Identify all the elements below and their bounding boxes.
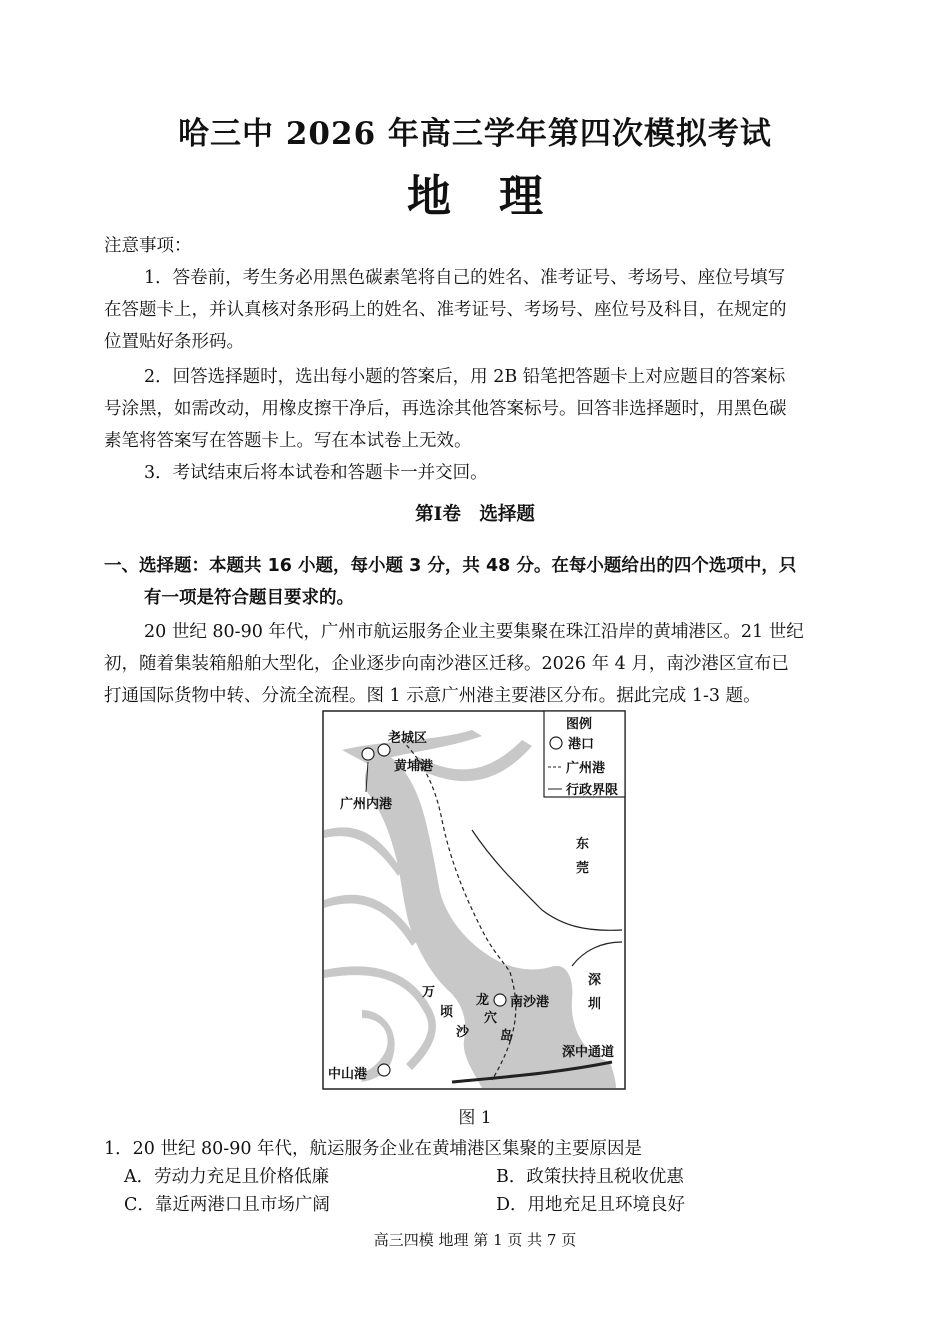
legend-port: 港口 <box>568 737 595 752</box>
notice-item-1-line-2: 在答题卡上，并认真核对条形码上的姓名、准考证号、考场号、座位号及科目，在规定的 <box>104 300 787 320</box>
label-longxue-1: 龙 <box>476 993 490 1008</box>
question-1-stem: 1．20 世纪 80-90 年代，航运服务企业在黄埔港区集聚的主要原因是 <box>104 1139 643 1159</box>
anchor-icon <box>494 994 506 1006</box>
notice-item-1-line-1: 1．答卷前，考生务必用黑色碳素笔将自己的姓名、准考证号、考场号、座位号填写 <box>144 268 786 288</box>
notice-heading: 注意事项： <box>104 236 192 256</box>
label-wanqingsha-2: 顷 <box>440 1005 454 1020</box>
label-guangzhou-inner-port: 广州内港 <box>340 797 393 812</box>
part-instruction-line-1: 一、选择题：本题共 16 小题，每小题 3 分，共 48 分。在每小题给出的四个选项中，只 <box>104 556 797 576</box>
page-footer: 高三四模 地理 第 1 页 共 7 页 <box>373 1231 577 1249</box>
label-shenzhen-zhongshan-link: 深中通道 <box>562 1045 615 1060</box>
passage-line-2: 初，随着集装箱船舶大型化，企业逐步向南沙港区迁移。2026 年 4 月，南沙港区宣布已 <box>104 654 789 674</box>
figure-caption: 图 1 <box>458 1108 492 1128</box>
question-1-option-d: D．用地充足且环境良好 <box>496 1195 686 1215</box>
passage-line-1: 20 世纪 80-90 年代，广州市航运服务企业主要集聚在珠江沿岸的黄埔港区。21 世纪 <box>144 622 804 642</box>
label-wanqingsha-3: 沙 <box>456 1025 470 1040</box>
section-title: 第Ⅰ卷 选择题 <box>415 504 535 525</box>
notice-item-3: 3．考试结束后将本试卷和答题卡一并交回。 <box>144 463 488 483</box>
question-1-option-c: C．靠近两港口且市场广阔 <box>124 1195 330 1215</box>
subject-title: 地理 <box>407 171 591 222</box>
label-nansha-port: 南沙港 <box>510 995 550 1010</box>
notice-item-2-line-3: 素笔将答案写在答题卡上。写在本试卷上无效。 <box>104 431 472 451</box>
notice-item-2-line-1: 2．回答选择题时，选出每小题的答案后，用 2B 铅笔把答题卡上对应题目的答案标 <box>144 367 786 387</box>
anchor-icon <box>378 1064 390 1076</box>
legend-title: 图例 <box>566 717 593 732</box>
guangzhou-port-map <box>322 710 626 1090</box>
label-wanqingsha-1: 万 <box>422 985 436 1000</box>
label-zhongshan-port: 中山港 <box>328 1067 368 1082</box>
notice-item-1-line-3: 位置贴好条形码。 <box>104 332 244 352</box>
label-huangpu-port: 黄埔港 <box>394 759 434 774</box>
label-old-city: 老城区 <box>388 731 428 746</box>
label-dongguan-2: 莞 <box>576 861 590 876</box>
label-shenzhen-1: 深 <box>588 973 602 988</box>
question-1-option-b: B．政策扶持且税收优惠 <box>496 1167 684 1187</box>
part-instruction-line-2: 有一项是符合题目要求的。 <box>144 588 354 608</box>
legend-guangzhou-port: 广州港 <box>566 761 606 776</box>
anchor-icon <box>362 748 374 760</box>
question-1-option-a: A．劳动力充足且价格低廉 <box>124 1167 330 1187</box>
label-shenzhen-2: 圳 <box>588 997 602 1012</box>
notice-item-2-line-2: 号涂黑，如需改动，用橡皮擦干净后，再选涂其他答案标号。回答非选择题时，用黑色碳 <box>104 399 787 419</box>
legend-admin-boundary: 行政界限 <box>566 783 619 798</box>
passage-line-3: 打通国际货物中转、分流全流程。图 1 示意广州港主要港区分布。据此完成 1-3 题。 <box>104 686 761 706</box>
label-dongguan-1: 东 <box>576 837 590 852</box>
label-longxue-3: 岛 <box>500 1029 514 1044</box>
label-longxue-2: 穴 <box>484 1011 498 1026</box>
exam-title: 哈三中 2026 年高三学年第四次模拟考试 <box>178 116 772 152</box>
